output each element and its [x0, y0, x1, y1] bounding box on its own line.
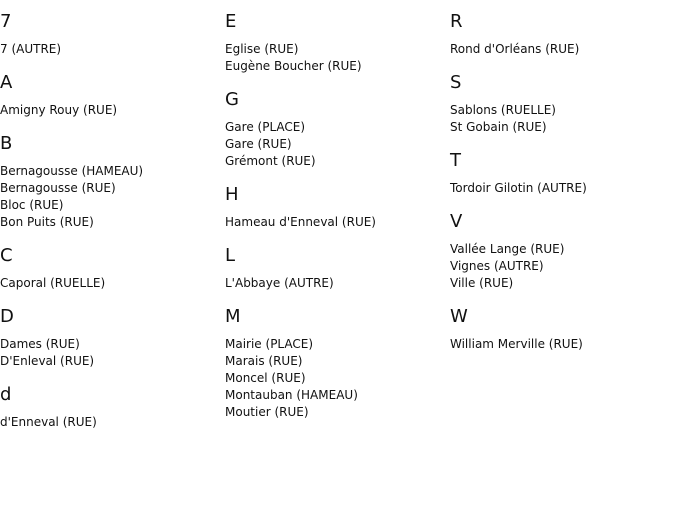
- street-link[interactable]: Vallée Lange (RUE): [450, 242, 565, 256]
- letter-group-g: [225, 89, 445, 170]
- letter-group-m: [225, 306, 445, 421]
- letter-heading: B: [0, 133, 13, 154]
- index-column-3: [450, 11, 670, 367]
- letter-group-d: [0, 306, 220, 370]
- street-link[interactable]: Vignes (AUTRE): [450, 259, 544, 273]
- letter-heading: V: [450, 211, 463, 232]
- letter-heading: T: [450, 150, 461, 171]
- index-column-1: [0, 11, 220, 445]
- street-link[interactable]: William Merville (RUE): [450, 337, 583, 351]
- letter-heading: A: [0, 72, 13, 93]
- letter-group-h: [225, 184, 445, 231]
- letter-group-a: [0, 72, 220, 119]
- letter-heading: W: [450, 306, 468, 327]
- street-link[interactable]: Caporal (RUELLE): [0, 276, 106, 290]
- street-link[interactable]: 7 (AUTRE): [0, 42, 62, 56]
- letter-group-d-lower: [0, 384, 220, 431]
- street-link[interactable]: Moncel (RUE): [225, 371, 306, 385]
- street-link[interactable]: Ville (RUE): [450, 276, 514, 290]
- street-link[interactable]: Bernagousse (HAMEAU): [0, 164, 144, 178]
- street-link[interactable]: Amigny Rouy (RUE): [0, 103, 118, 117]
- letter-group-t: [450, 150, 670, 197]
- street-link[interactable]: Bloc (RUE): [0, 198, 64, 212]
- letter-heading: 7: [0, 11, 12, 32]
- letter-group-l: [225, 245, 445, 292]
- street-link[interactable]: Eugène Boucher (RUE): [225, 59, 362, 73]
- letter-heading: D: [0, 306, 14, 327]
- letter-group-s: [450, 72, 670, 136]
- letter-group-c: [0, 245, 220, 292]
- letter-group-v: [450, 211, 670, 292]
- letter-heading: L: [225, 245, 236, 266]
- street-link[interactable]: d'Enneval (RUE): [0, 415, 97, 429]
- letter-heading: G: [225, 89, 239, 110]
- street-link[interactable]: D'Enleval (RUE): [0, 354, 95, 368]
- letter-group-r: [450, 11, 670, 58]
- letter-heading: R: [450, 11, 463, 32]
- index-column-2: [225, 11, 445, 435]
- letter-group-7: [0, 11, 220, 58]
- street-link[interactable]: Hameau d'Enneval (RUE): [225, 215, 376, 229]
- letter-heading: d: [0, 384, 12, 405]
- letter-group-w: [450, 306, 670, 353]
- street-link[interactable]: Gare (RUE): [225, 137, 292, 151]
- street-link[interactable]: Gare (PLACE): [225, 120, 306, 134]
- street-link[interactable]: Dames (RUE): [0, 337, 80, 351]
- street-link[interactable]: Tordoir Gilotin (AUTRE): [450, 181, 587, 195]
- letter-group-e: [225, 11, 445, 75]
- letter-heading: E: [225, 11, 237, 32]
- letter-heading: M: [225, 306, 241, 327]
- street-link[interactable]: St Gobain (RUE): [450, 120, 547, 134]
- street-link[interactable]: Eglise (RUE): [225, 42, 299, 56]
- letter-group-b: [0, 133, 220, 231]
- street-link[interactable]: Moutier (RUE): [225, 405, 309, 419]
- letter-heading: C: [0, 245, 13, 266]
- letter-heading: H: [225, 184, 239, 205]
- street-link[interactable]: Grémont (RUE): [225, 154, 316, 168]
- street-link[interactable]: Bon Puits (RUE): [0, 215, 94, 229]
- street-link[interactable]: Montauban (HAMEAU): [225, 388, 358, 402]
- street-link[interactable]: L'Abbaye (AUTRE): [225, 276, 334, 290]
- street-link[interactable]: Rond d'Orléans (RUE): [450, 42, 580, 56]
- street-link[interactable]: Bernagousse (RUE): [0, 181, 116, 195]
- street-link[interactable]: Marais (RUE): [225, 354, 303, 368]
- letter-heading: S: [450, 72, 462, 93]
- street-link[interactable]: Sablons (RUELLE): [450, 103, 556, 117]
- street-link[interactable]: Mairie (PLACE): [225, 337, 314, 351]
